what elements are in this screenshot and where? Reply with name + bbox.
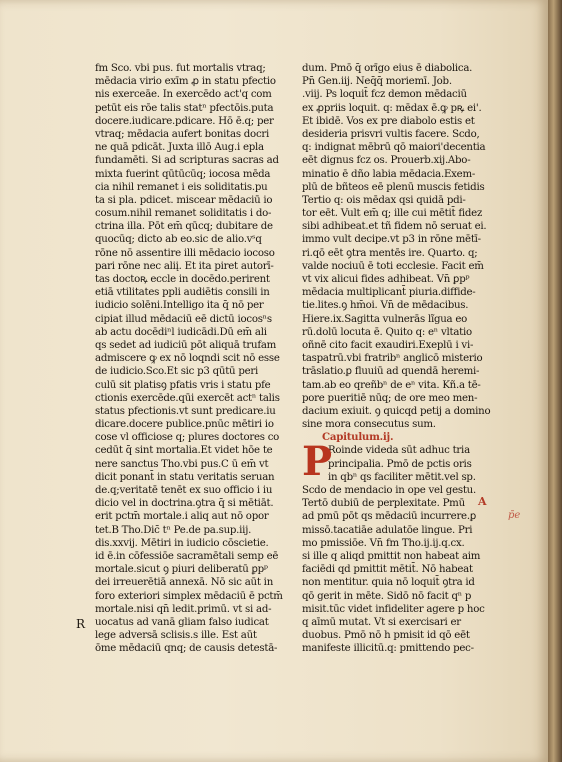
text-line: misit.tūc videt infideliter agere p hoc (302, 603, 485, 615)
margin-note-right: p̄e (508, 510, 521, 521)
text-line: mēdacia virio exīm ꝓ in statu pfectio (95, 76, 276, 88)
text-line: dicit ponant̄ in statu veritatis seruan (95, 471, 275, 483)
text-line: faciēdi qd pmittit mētit̄. Nō habeat (302, 564, 473, 576)
text-line: dicio vel in doctrina.ꝯtra q̄ si mētiāt. (95, 498, 274, 510)
text-line: ex ꝓpriis loquit. q: mēdax ē.ꝙ pꝶ ei'. (302, 102, 482, 114)
text-line: dis.xxvij. Mētiri in iudicio cōscietie. (95, 537, 269, 549)
text-line: pari rōne nec aliį. Et ita piret autorī- (95, 260, 274, 272)
initial-letter: P (302, 438, 332, 486)
text-line: tie.lites.ꝯ hm̄oi. Vn̄ de mēdacibus. (302, 300, 469, 312)
text-line: Roinde videda sūt adhuc tria (328, 445, 470, 457)
text-line: cose vl officiose q; plures doctores co (95, 432, 280, 444)
text-line: qō gerit in mēte. Sidō nō facit qⁿ p (302, 590, 472, 602)
text-line: iudicio solēni.Intelligo ita q̄ nō per (95, 300, 264, 312)
text-line: Hiere.ix.Sagitta vulnerās lĩgua eo (302, 313, 468, 325)
text-line: Scdo de mendacio in ope vel gestu. (302, 485, 476, 496)
text-line: taspatrū.vbi fratribⁿ anglicō misterio (302, 353, 483, 365)
text-line: plū de bñteos eē plenū muscis fetidis (302, 181, 485, 193)
text-line: Pn̄ Gen.iij. Neq̄q̄ moriemī. Job. (302, 76, 452, 88)
text-line: manifeste illicitū.q: pmittendo pec- (302, 643, 474, 655)
rubric-mark: A (478, 495, 487, 508)
text-line: mortale.sicut ꝯ piuri deliberatū ꝑpᵖ (95, 564, 268, 576)
text-line: .viij. Ps loquit̄ fcz demon mēdaciū (302, 89, 467, 101)
text-line: dei irreuerētiā annexā. Nō sic aūt in (95, 577, 274, 589)
text-line: lege adversā sclisis.s ille. Est aūt (95, 630, 257, 642)
text-line: docere.iudicare.pdicare. Hō ē.q; per (95, 115, 274, 127)
right-column (302, 62, 512, 655)
text-line: duobus. Pmō nō h pmisit id qō eēt (302, 630, 470, 642)
text-line: si ille q aliqd pmittit non habeat aim (302, 550, 481, 562)
text-line: mo pmissiōe. Vn̄ fm Tho.ij.ij.q.cx. (302, 537, 465, 549)
text-line: tam.ab eo qreñbⁿ de eⁿ vita. Kñ.a tē- (302, 379, 481, 391)
text-line: mixta fuerint qūtūcūq; iocosa mēda (95, 168, 271, 180)
text-line: pore pueritiē nūq; de ore meo men- (302, 392, 478, 404)
text-line: valde nociuū ē toti ecclesie. Facit em̄ (302, 260, 484, 272)
text-line: in qbⁿ qs faciliter mētit.vel sp. (328, 471, 476, 483)
text-line: cosum.nihil remanet soliditatis i do- (95, 208, 272, 220)
text-line: minatio ē dño labia mēdacia.Exem- (302, 168, 476, 180)
text-line: etiā vtilitates ppli audiētis consili in (95, 287, 270, 299)
text-line: vtraq; mēdacia aufert bonitas docri (95, 128, 270, 140)
text-line: ri.qō eēt ꝯtra mentēs ire. Quarto. q; (302, 247, 478, 259)
text-line: tet.B Tho.Dic̄ tⁿ Pe.de pa.sup.iij. (95, 524, 252, 536)
text-line: principalia. Pmō de pctis oris (328, 458, 472, 470)
chapter-body (302, 438, 512, 655)
text-line: petūt eis rōe talis statⁿ pfectōis.puta (95, 102, 274, 114)
text-line: dicare.docere publice.pnūc mētiri io (95, 419, 274, 431)
text-line: ta si pla. pdicet. miscear mēdaciū io (95, 194, 273, 206)
text-line: Tertio q: ois mēdax qsi quidā pdi- (302, 194, 466, 206)
text-line: status pfectionis.vt sunt predicare.iu (95, 405, 276, 417)
margin-note-left: R (76, 617, 86, 631)
chapter-heading: Capitulum.ij. (322, 431, 394, 444)
text-line: immo vult decipe.vt p3 in rōne mētī- (302, 234, 481, 246)
text-line: de iudicio.Sco.Et sic p3 qūtū peri (95, 366, 259, 378)
text-line: missō.tacatiāe adulatōe lingue. Pri (302, 524, 473, 536)
text-line: Tertō dubiū de perplexitate. Pmū (302, 498, 465, 510)
text-line: sibi adhibeat.et tñ fidem nō seruat ei. (302, 221, 487, 233)
text-line: non mentitur. quia nō loquit̄ ꝯtra id (302, 577, 475, 589)
text-line: admiscere ꝙ ex nō loqndi scit nō esse (95, 353, 280, 365)
text-line: dacium exiuit. ꝯ quicqd petij a domino (302, 405, 491, 417)
book-edge (548, 0, 562, 762)
text-line: trāslatio.ꝑ fluuiū ad quendā heremi- (302, 366, 480, 378)
text-line: nere sanctus Tho.vbi pus.C ū em̄ vt (95, 458, 269, 470)
text-line: fundamēti. Si ad scripturas sacras ad (95, 155, 279, 167)
text-line: cia nihil remanet i eis soliditatis.pu (95, 181, 268, 193)
text-line: cedūt q̄ sint mortalia.Et videt hōe te (95, 445, 273, 457)
text-line: tas doctoꝶ eccle in docēdo.perirent (95, 274, 270, 285)
text-line: culū sit platisꝯ pfatis vris i statu pfe (95, 379, 271, 391)
text-line: eēt dignus fcz os. Prouerb.xij.Abo- (302, 155, 471, 167)
text-line: sine mora consecutus sum. (302, 419, 436, 431)
text-line: uocatus ad vanā gliam falso iudicat (95, 616, 269, 628)
text-line: nis exerceāe. In exercēdo act'q com (95, 89, 272, 101)
text-line: ōme mēdaciū qnq; de causis detestā- (95, 643, 278, 655)
text-line: ctionis exercēde.qūi exercēt actⁿ talis (95, 392, 280, 404)
text-line: fm Sco. vbi pus. fut mortalis vtraq; (95, 63, 266, 74)
left-column (95, 62, 295, 655)
text-line: de.q;veritatē tenēt ex suo officio i iu (95, 485, 273, 496)
text-line: oñnē cito facit exaudiri.Exeplū i vi- (302, 339, 474, 351)
text-line: q aīmū mutat. Vt si exercisari er (302, 616, 461, 628)
text-line: id ē.in cōfessiōe sacramētali semp eē (95, 550, 279, 562)
text-line: cipiat illud mēdaciū eē dictū iocosⁿs (95, 313, 272, 325)
text-line: mortale.nisi qn̄ ledit.primū. vt si ad- (95, 603, 272, 615)
text-line: dum. Pmō q̄ orīgo eius ē diabolica. (302, 63, 473, 74)
text-line: foro exteriori simplex mēdaciū ē pctm̄ (95, 590, 283, 602)
text-line: ctrina illa. Pōt em̄ qūcq; dubitare de (95, 221, 273, 233)
text-line: erit pctm̄ mortale.i aliq aut nō opor (95, 511, 269, 523)
text-line: Et ibidē. Vos ex pre diabolo estis et (302, 115, 475, 127)
text-line: ab actu docēdiⁿl iudicādi.Dū em̄ ali (95, 326, 267, 338)
text-line: desideria prisvri vultis facere. Scdo, (302, 128, 480, 140)
text-line: qs sedet ad iudiciū pōt aliquā trufam (95, 339, 277, 351)
text-line: rōne nō assentire illi mēdacio iocoso (95, 247, 275, 259)
text-line: rū.dolū locuta ē. Quito q: eⁿ vltatio (302, 326, 472, 338)
running-head (190, 2, 390, 16)
text-line: vt vix alicui fides adhibeat. Vn̄ ꝑpᵖ (302, 274, 470, 285)
text-line: q: indignat mēbrū qō maiori'decentia (302, 142, 486, 154)
text-line: mēdacia multiplicant̄ piuria.diffide- (302, 287, 476, 299)
text-line: tor eēt. Vult em̄ q; ille cui mētit̄ fidez (302, 208, 483, 220)
text-line: ne quā pdicāt. Juxta illō Aug.i epla (95, 142, 264, 154)
text-line: quocūq; dicto ab eo.sic de alio.vˢq (95, 234, 262, 246)
text-line: ad pmū pōt qs mēdaciū incurrere.ꝑ (302, 511, 477, 523)
